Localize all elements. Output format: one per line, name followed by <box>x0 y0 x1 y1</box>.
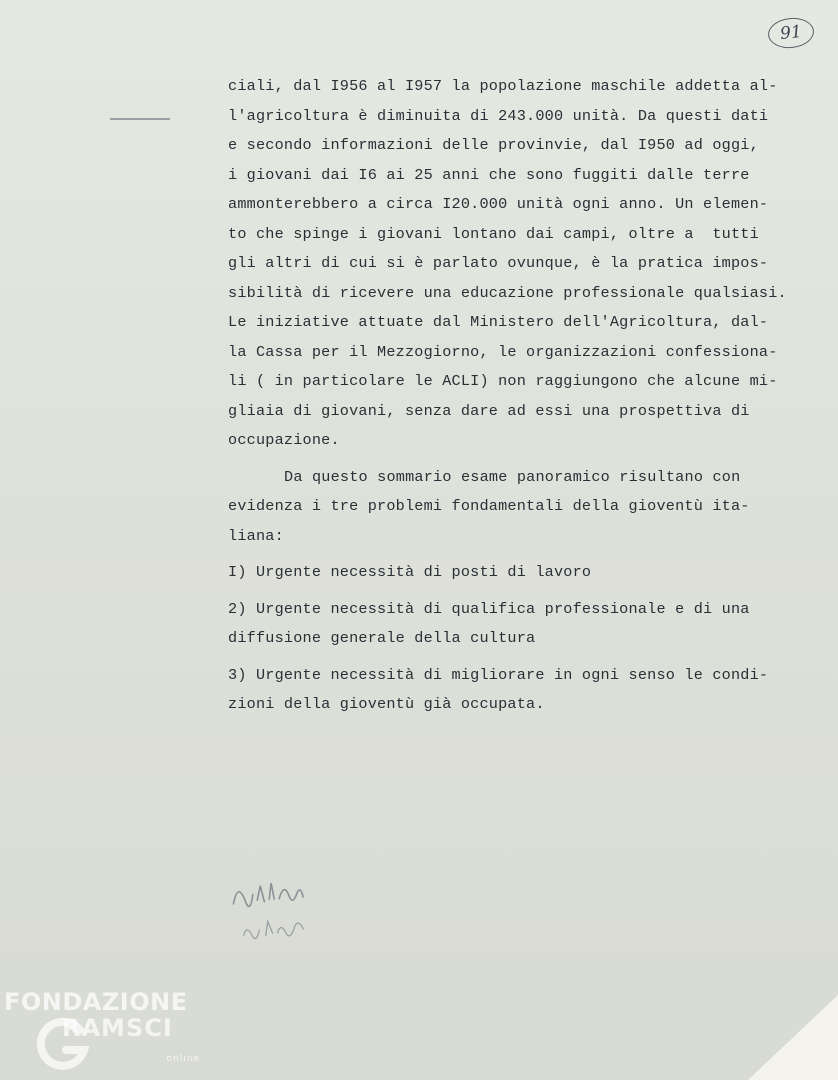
text-line: li ( in particolare le ACLI) non raggiungono che alcune mi- <box>228 372 778 390</box>
paper-corner <box>748 995 838 1080</box>
text-line: liana: <box>228 526 284 545</box>
watermark-title: FONDAZIONE <box>4 988 188 1016</box>
text-line: gliaia di giovani, senza dare ad essi una prospettiva di <box>228 401 750 420</box>
page-number: 91 <box>767 16 816 51</box>
paragraph-gap <box>228 456 818 463</box>
text-line: diffusione generale della cultura <box>228 629 536 647</box>
paragraph-1 <box>228 72 818 456</box>
text-line: I) Urgente necessità di posti di lavoro <box>228 563 592 581</box>
text-line: l'agricoltura è diminuita di 243.000 unità. Da questi dati <box>228 106 769 125</box>
list-item <box>228 661 818 720</box>
text-line: gli altri di cui si è parlato ovunque, è la pratica impos- <box>228 254 769 272</box>
list-item <box>228 595 818 654</box>
margin-mark <box>110 118 170 120</box>
text-line: Da questo sommario esame panoramico risultano con <box>284 467 741 486</box>
text-line: 2) Urgente necessità di qualifica professionale e di una <box>228 599 750 618</box>
watermark <box>4 988 214 1078</box>
text-line: ciali, dal I956 al I957 la popolazione maschile addetta al- <box>228 77 778 95</box>
text-line: ammonterebbero a circa I20.000 unità ogni anno. Un elemen- <box>228 195 769 213</box>
text-line: sibilità di ricevere una educazione professionale qualsiasi. <box>228 283 787 302</box>
text-line: evidenza i tre problemi fondamentali della gioventù ita- <box>228 497 750 515</box>
text-line: i giovani dai I6 ai 25 anni che sono fuggiti dalle terre <box>228 165 750 184</box>
text-line: e secondo informazioni delle provinvie, dal I950 ad oggi, <box>228 136 759 154</box>
paragraph-2 <box>228 463 818 552</box>
text-line: zioni della gioventù già occupata. <box>228 695 545 713</box>
watermark-online: online <box>166 1054 200 1064</box>
pencil-annotation <box>225 866 350 954</box>
text-line: Le iniziative attuate dal Ministero dell'Agricoltura, dal- <box>228 313 769 331</box>
text-line: la Cassa per il Mezzogiorno, le organizzazioni confessiona- <box>228 342 778 361</box>
paragraph-gap <box>228 654 818 661</box>
text-line: to che spinge i giovani lontano dai campi, oltre a tutti <box>228 224 759 243</box>
text-line: occupazione. <box>228 431 340 449</box>
paragraph-gap <box>228 588 818 595</box>
paragraph-gap <box>228 551 818 558</box>
typed-text <box>228 72 818 720</box>
g-logo-icon <box>36 1016 92 1072</box>
list-item <box>228 558 818 588</box>
watermark-subtitle: RAMSCI <box>62 1014 173 1042</box>
text-line: 3) Urgente necessità di migliorare in ogni senso le condi- <box>228 665 769 684</box>
